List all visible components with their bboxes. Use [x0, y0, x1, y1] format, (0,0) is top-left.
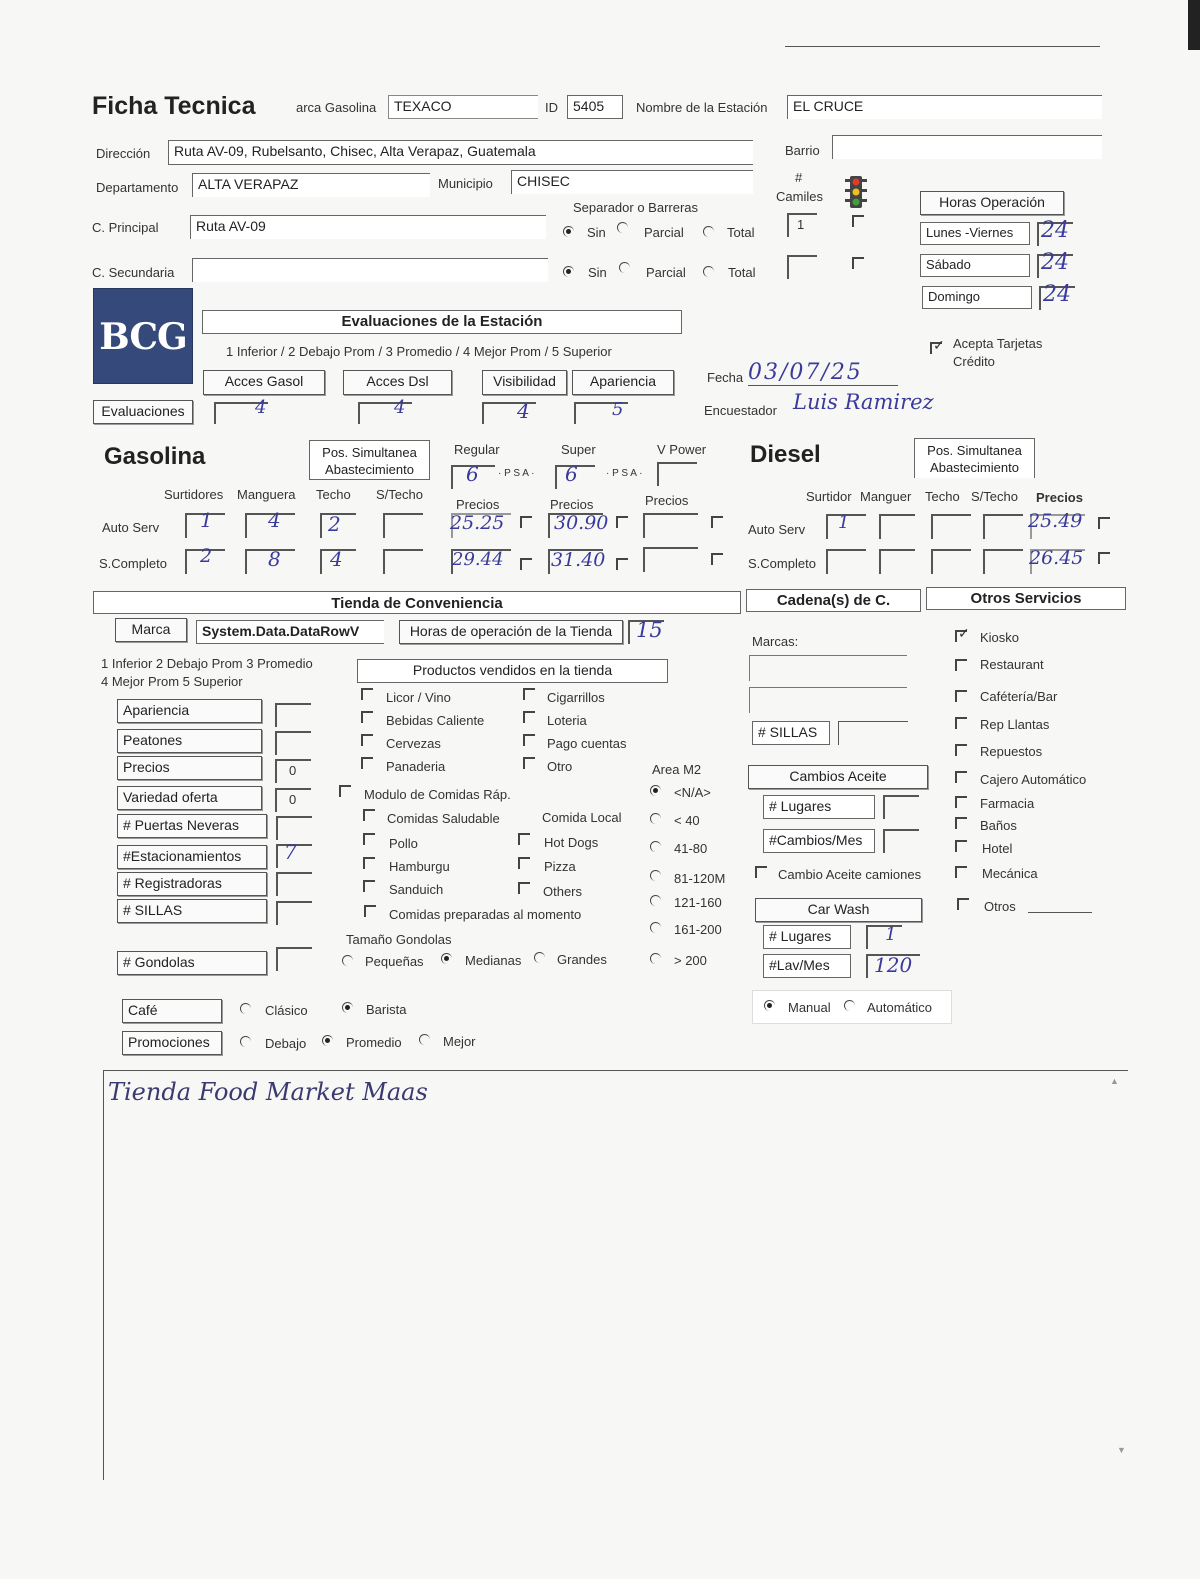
- gas-sc-techo-value: 4: [330, 547, 343, 571]
- pequenas-radio[interactable]: [342, 955, 353, 966]
- fecha-value: 03/07/25: [748, 360, 863, 385]
- medianas-label: Medianas: [465, 953, 522, 968]
- diesel-title: Diesel: [750, 441, 821, 468]
- banos-checkbox[interactable]: [955, 817, 967, 829]
- gas-as-stecho-field[interactable]: [383, 513, 423, 538]
- promociones-label: Promociones: [122, 1031, 222, 1055]
- regular-psa-label: · P S A ·: [498, 468, 535, 479]
- cigarrillos-label: Cigarrillos: [547, 690, 605, 705]
- area-40-radio[interactable]: [650, 813, 661, 824]
- lunes-label: Lunes -Viernes: [920, 222, 1030, 245]
- hotdogs-label: Hot Dogs: [544, 835, 599, 850]
- camiones-value: 1: [797, 217, 805, 232]
- departamento-label: Departamento: [96, 180, 179, 195]
- gas-as-super-value: 30.90: [554, 512, 609, 534]
- evaluaciones-title: Evaluaciones de la Estación: [202, 310, 682, 334]
- area-label: Area M2: [652, 762, 702, 777]
- diesel-as-precio-value: 25.49: [1028, 510, 1083, 532]
- preparadas-checkbox[interactable]: [364, 905, 376, 917]
- saludable-label: Comidas Saludable: [387, 811, 500, 826]
- sabado-value: 24: [1041, 250, 1069, 275]
- precios-regular-label: Precios: [456, 497, 500, 512]
- tienda-peatones-label: Peatones: [117, 729, 262, 753]
- mecanica-checkbox[interactable]: [955, 866, 967, 878]
- pago-checkbox[interactable]: [523, 734, 535, 746]
- tienda-estacionamientos-value: 7: [284, 840, 297, 864]
- gas-as-super-checkbox[interactable]: [616, 516, 628, 528]
- area-200-radio[interactable]: [650, 953, 661, 964]
- vpower-label: V Power: [657, 442, 707, 457]
- precios-super-label: Precios: [550, 497, 594, 512]
- barrio-label: Barrio: [785, 143, 820, 158]
- diesel-auto-serv-label: Auto Serv: [748, 522, 806, 537]
- sep1-total-label: Total: [727, 225, 755, 240]
- promo-promedio-label: Promedio: [346, 1035, 402, 1050]
- grandes-label: Grandes: [557, 952, 607, 967]
- tienda-gondolas-label: # Gondolas: [117, 951, 267, 975]
- repuestos-label: Repuestos: [980, 744, 1043, 759]
- cadena-sillas-label: # SILLAS: [752, 721, 830, 745]
- modulo-checkbox[interactable]: [339, 785, 351, 797]
- kiosko-checkbox[interactable]: [955, 630, 967, 642]
- cw-manual-label: Manual: [788, 1000, 831, 1015]
- bcg-logo: [93, 288, 193, 384]
- gas-sc-vpower-field[interactable]: [643, 547, 698, 572]
- gas-sc-mang-value: 8: [268, 547, 281, 571]
- cigarrillos-checkbox[interactable]: [523, 688, 535, 700]
- diesel-pos-simultanea: [914, 438, 1035, 478]
- carwash-title: Car Wash: [755, 898, 922, 922]
- cw-lugares-label: # Lugares: [763, 925, 851, 949]
- page-title: Ficha Tecnica: [92, 92, 256, 120]
- otro-checkbox[interactable]: [523, 757, 535, 769]
- area-161-radio[interactable]: [650, 922, 661, 933]
- productos-title: Productos vendidos en la tienda: [357, 659, 668, 683]
- modulo-label: Modulo de Comidas Ráp.: [364, 787, 511, 802]
- pequenas-label: Pequeñas: [365, 954, 424, 969]
- separador-label: Separador o Barreras: [573, 200, 699, 215]
- promo-mejor-label: Mejor: [443, 1034, 476, 1049]
- barrio-field[interactable]: [832, 135, 1102, 159]
- diesel-s-techo-label: S/Techo: [971, 489, 1018, 504]
- sep2-total-radio[interactable]: [703, 266, 714, 277]
- tienda-variedad-value: 0: [289, 792, 297, 807]
- gas-sc-vpower-checkbox[interactable]: [711, 553, 723, 565]
- marcas-label: Marcas:: [752, 634, 799, 649]
- promo-debajo-radio[interactable]: [240, 1036, 251, 1047]
- gasolina-pos-label: Pos. Simultanea: [322, 445, 417, 460]
- diesel-as-mang-field[interactable]: [879, 514, 915, 539]
- hotdogs-checkbox[interactable]: [518, 833, 530, 845]
- tienda-sillas-label: # SILLAS: [117, 899, 267, 923]
- area-121-radio[interactable]: [650, 895, 661, 906]
- cw-automatico-label: Automático: [867, 1000, 933, 1015]
- hotel-checkbox[interactable]: [955, 840, 967, 852]
- techo-label: Techo: [316, 487, 351, 502]
- otros-title: Otros Servicios: [926, 587, 1126, 610]
- bcg-logo-text: BCG: [99, 316, 187, 358]
- sanduich-label: Sanduich: [389, 882, 444, 897]
- area-161-label: 161-200: [674, 922, 722, 937]
- municipio-field[interactable]: CHISEC: [511, 170, 753, 194]
- tienda-scale-2: 4 Mejor Prom 5 Superior: [101, 674, 243, 689]
- credito-label: Crédito: [953, 354, 995, 369]
- medianas-radio[interactable]: [441, 953, 452, 964]
- tienda-title: Tienda de Conveniencia: [93, 591, 741, 614]
- diesel-as-checkbox[interactable]: [1098, 517, 1110, 529]
- cambios-aceite-title: Cambios Aceite: [748, 765, 928, 789]
- pollo-label: Pollo: [389, 836, 418, 851]
- c-secundaria-field[interactable]: [192, 258, 548, 282]
- precios-vpower-label: Precios: [645, 493, 689, 508]
- tienda-scale-1: 1 Inferior 2 Debajo Prom 3 Promedio: [101, 656, 313, 671]
- gas-as-mang-value: 4: [268, 508, 281, 532]
- diesel-as-techo-field[interactable]: [931, 514, 971, 539]
- cafeteria-label: Cafétería/Bar: [980, 689, 1058, 704]
- camiones-checkbox-1[interactable]: [852, 215, 864, 227]
- others-label: Others: [543, 884, 583, 899]
- acepta-tarjetas-label: Acepta Tarjetas: [953, 336, 1043, 351]
- cervezas-checkbox[interactable]: [361, 734, 373, 746]
- area-na-radio[interactable]: [650, 785, 661, 796]
- cw-automatico-radio[interactable]: [844, 1000, 855, 1011]
- grandes-radio[interactable]: [534, 952, 545, 963]
- acces-dsl-header: Acces Dsl: [343, 370, 452, 395]
- loteria-label: Loteria: [547, 713, 587, 728]
- bebidas-label: Bebidas Caliente: [386, 713, 485, 728]
- pizza-label: Pizza: [544, 859, 576, 874]
- super-psa-label: · P S A ·: [606, 468, 643, 479]
- diesel-sc-checkbox[interactable]: [1098, 552, 1110, 564]
- tienda-puertas-field[interactable]: [276, 816, 312, 840]
- otros-label: Otros: [984, 899, 1016, 914]
- regular-label: Regular: [454, 442, 500, 457]
- tienda-estacionamientos-label: #Estacionamientos: [117, 845, 267, 869]
- domingo-label: Domingo: [922, 286, 1032, 309]
- departamento-field[interactable]: ALTA VERAPAZ: [192, 173, 430, 197]
- barista-radio[interactable]: [342, 1002, 353, 1013]
- fecha-label: Fecha: [707, 370, 744, 385]
- licor-checkbox[interactable]: [361, 688, 373, 700]
- pago-label: Pago cuentas: [547, 736, 627, 751]
- camiones-label: Camiles: [776, 189, 823, 204]
- promo-mejor-radio[interactable]: [419, 1034, 430, 1045]
- nombre-field[interactable]: EL CRUCE: [787, 95, 1102, 119]
- vpower-psa-field[interactable]: [657, 462, 697, 486]
- licor-label: Licor / Vino: [386, 690, 451, 705]
- tienda-puertas-label: # Puertas Neveras: [117, 814, 267, 838]
- ca-camiones-checkbox[interactable]: [755, 866, 767, 878]
- direccion-label: Dirección: [96, 146, 151, 161]
- scroll-down-icon[interactable]: ▼: [1117, 1445, 1126, 1455]
- area-121-label: 121-160: [674, 895, 722, 910]
- encuestador-label: Encuestador: [704, 403, 777, 418]
- sep1-parcial-label: Parcial: [644, 225, 684, 240]
- marca-field[interactable]: TEXACO: [388, 95, 538, 119]
- restaurant-label: Restaurant: [980, 657, 1044, 672]
- notes-text[interactable]: Tienda Food Market Maas: [108, 1078, 428, 1106]
- ca-camiones-label: Cambio Aceite camiones: [778, 867, 922, 882]
- c-secundaria-label: C. Secundaria: [92, 265, 175, 280]
- super-label: Super: [561, 442, 596, 457]
- eval-apariencia-value: 5: [612, 399, 624, 420]
- cafeteria-checkbox[interactable]: [955, 690, 967, 702]
- others-checkbox[interactable]: [518, 882, 530, 894]
- domingo-value: 24: [1043, 282, 1071, 307]
- diesel-sc-techo-field[interactable]: [931, 549, 971, 574]
- fecha-underline: [748, 385, 898, 386]
- panaderia-checkbox[interactable]: [361, 757, 373, 769]
- ca-lugares-label: # Lugares: [763, 795, 875, 819]
- otros-underline: [1028, 912, 1092, 913]
- cw-lav-mes-value: 120: [874, 953, 913, 977]
- diesel-sc-stecho-field[interactable]: [983, 549, 1023, 574]
- area-na-label: <N/A>: [674, 785, 711, 800]
- id-field[interactable]: 5405: [567, 95, 623, 119]
- cw-lav-mes-label: #Lav/Mes: [763, 954, 851, 978]
- marcas-field-1[interactable]: [749, 655, 907, 681]
- ca-cambios-mes-field[interactable]: [883, 829, 919, 853]
- mecanica-label: Mecánica: [982, 866, 1038, 881]
- gas-sc-super-value: 31.40: [551, 549, 606, 571]
- sep2-total-label: Total: [728, 265, 756, 280]
- tienda-horas-label: Horas de operación de la Tienda: [399, 620, 623, 644]
- sep1-sin-label: Sin: [587, 225, 606, 240]
- preparadas-label: Comidas preparadas al momento: [389, 907, 582, 922]
- c-principal-field[interactable]: Ruta AV-09: [190, 215, 546, 239]
- c-principal-label: C. Principal: [92, 220, 159, 235]
- barista-label: Barista: [366, 1002, 407, 1017]
- marca-label: arca Gasolina: [296, 100, 377, 115]
- sanduich-checkbox[interactable]: [363, 880, 375, 892]
- diesel-sc-precio-value: 26.45: [1029, 547, 1084, 569]
- cw-lugares-value: 1: [885, 924, 897, 945]
- cw-manual-radio[interactable]: [764, 1000, 775, 1011]
- horas-operacion-title: Horas Operación: [920, 191, 1064, 215]
- gas-sc-surt-value: 2: [200, 545, 213, 567]
- ca-cambios-mes-label: #Cambios/Mes: [763, 829, 875, 853]
- gas-as-vpower-checkbox[interactable]: [711, 516, 723, 528]
- tienda-peatones-field[interactable]: [275, 731, 311, 755]
- sep1-sin-radio[interactable]: [563, 226, 574, 237]
- farmacia-checkbox[interactable]: [955, 796, 967, 808]
- diesel-surtidor-label: Surtidor: [806, 489, 852, 504]
- gasolina-pos-simultanea: [309, 440, 430, 480]
- repuestos-checkbox[interactable]: [955, 744, 967, 756]
- panaderia-label: Panaderia: [386, 759, 446, 774]
- farmacia-label: Farmacia: [980, 796, 1035, 811]
- scroll-up-icon[interactable]: ▲: [1110, 1076, 1119, 1086]
- diesel-as-stecho-field[interactable]: [983, 514, 1023, 539]
- gas-as-regular-checkbox[interactable]: [520, 516, 532, 528]
- gas-as-vpower-field[interactable]: [643, 513, 698, 538]
- diesel-pos-label: Pos. Simultanea: [927, 443, 1022, 458]
- cajero-label: Cajero Automático: [980, 772, 1087, 787]
- restaurant-checkbox[interactable]: [955, 659, 967, 671]
- apariencia-header: Apariencia: [572, 370, 674, 395]
- evaluaciones-scale: 1 Inferior / 2 Debajo Prom / 3 Promedio / 4 Mejor Prom / 5 Superior: [226, 344, 612, 359]
- evaluaciones-label: Evaluaciones: [93, 400, 193, 424]
- tienda-gondolas-field[interactable]: [276, 947, 312, 971]
- tienda-marca-label: Marca: [115, 618, 187, 642]
- camiones-checkbox-2[interactable]: [852, 257, 864, 269]
- visibilidad-header: Visibilidad: [482, 370, 567, 395]
- municipio-label: Municipio: [438, 176, 493, 191]
- gas-sc-regular-value: 29.44: [452, 549, 504, 570]
- pizza-checkbox[interactable]: [518, 857, 530, 869]
- bebidas-checkbox[interactable]: [361, 711, 373, 723]
- area-41-label: 41-80: [674, 841, 708, 856]
- gas-as-surt-value: 1: [200, 508, 213, 532]
- gas-sc-stecho-field[interactable]: [383, 549, 423, 574]
- id-label: ID: [545, 100, 558, 115]
- rep-llantas-checkbox[interactable]: [955, 717, 967, 729]
- saludable-checkbox[interactable]: [363, 809, 375, 821]
- diesel-techo-label: Techo: [925, 489, 960, 504]
- s-techo-label: S/Techo: [376, 487, 423, 502]
- pollo-checkbox[interactable]: [363, 833, 375, 845]
- direccion-field[interactable]: Ruta AV-09, Rubelsanto, Chisec, Alta Verapaz, Guatemala: [168, 140, 753, 165]
- diesel-precios-label: Precios: [1036, 490, 1083, 505]
- loteria-checkbox[interactable]: [523, 711, 535, 723]
- lunes-value: 24: [1041, 218, 1069, 243]
- acepta-tarjetas-checkbox[interactable]: [930, 342, 942, 354]
- area-40-label: < 40: [674, 813, 700, 828]
- sabado-label: Sábado: [920, 254, 1030, 277]
- gas-auto-serv-label: Auto Serv: [102, 520, 160, 535]
- sep2-sin-label: Sin: [588, 265, 607, 280]
- cw-lugares-field[interactable]: [866, 925, 902, 949]
- traffic-light-icon: [843, 175, 869, 209]
- rep-llantas-label: Rep Llantas: [980, 717, 1050, 732]
- cafe-label: Café: [122, 999, 222, 1023]
- tienda-precios-label: Precios: [117, 756, 262, 780]
- gas-as-regular-value: 25.25: [450, 512, 505, 534]
- nombre-label: Nombre de la Estación: [636, 100, 768, 115]
- tienda-marca-field[interactable]: System.Data.DataRowV: [196, 620, 384, 644]
- clasico-radio[interactable]: [240, 1003, 251, 1014]
- top-rule: [785, 46, 1100, 47]
- super-psa-value: 6: [565, 462, 578, 486]
- clasico-label: Clásico: [265, 1003, 308, 1018]
- tienda-apariencia-label: Apariencia: [117, 699, 262, 723]
- tienda-precios-value: 0: [289, 763, 297, 778]
- area-81-radio[interactable]: [650, 870, 661, 881]
- sep2-parcial-radio[interactable]: [619, 262, 630, 273]
- regular-psa-value: 6: [466, 462, 479, 486]
- eval-acces-dsl-value: 4: [394, 397, 406, 418]
- sep2-sin-radio[interactable]: [563, 266, 574, 277]
- manguera-label: Manguera: [237, 487, 296, 502]
- sep2-parcial-label: Parcial: [646, 265, 686, 280]
- cervezas-label: Cervezas: [386, 736, 441, 751]
- eval-visibilidad-value: 4: [517, 399, 530, 423]
- sep1-total-radio[interactable]: [703, 226, 714, 237]
- diesel-sc-mang-field[interactable]: [879, 549, 915, 574]
- gasolina-abast-label: Abastecimiento: [325, 462, 414, 477]
- diesel-s-completo-label: S.Completo: [748, 556, 816, 571]
- local-label: Comida Local: [542, 810, 622, 825]
- scan-edge: [1188, 0, 1200, 50]
- hamburgu-checkbox[interactable]: [363, 857, 375, 869]
- gas-sc-super-checkbox[interactable]: [616, 558, 628, 570]
- notes-left-border: [103, 1070, 104, 1480]
- otro-label: Otro: [547, 759, 573, 774]
- hamburgu-label: Hamburgu: [389, 859, 450, 874]
- camiones-hash: #: [795, 170, 803, 185]
- tienda-sillas-field[interactable]: [276, 901, 312, 925]
- tamano-label: Tamaño Gondolas: [346, 932, 452, 947]
- gasolina-title: Gasolina: [104, 443, 206, 470]
- tienda-horas-value: 15: [636, 618, 663, 642]
- encuestador-value: Luis Ramirez: [793, 390, 934, 414]
- diesel-sc-surt-field[interactable]: [826, 549, 866, 574]
- promo-debajo-label: Debajo: [265, 1036, 307, 1051]
- eval-acces-gasol-value: 4: [255, 397, 267, 418]
- diesel-manguer-label: Manguer: [860, 489, 912, 504]
- area-41-radio[interactable]: [650, 841, 661, 852]
- camiones-field-2[interactable]: [787, 255, 817, 279]
- gas-as-techo-value: 2: [328, 512, 341, 536]
- cadena-title: Cadena(s) de C.: [746, 589, 921, 612]
- sep1-parcial-radio[interactable]: [617, 222, 628, 233]
- gas-sc-regular-checkbox[interactable]: [520, 558, 532, 570]
- surtidores-label: Surtidores: [164, 487, 224, 502]
- ca-lugares-field[interactable]: [883, 795, 919, 819]
- marcas-field-2[interactable]: [749, 687, 907, 713]
- promo-promedio-radio[interactable]: [322, 1035, 333, 1046]
- cadena-sillas-field[interactable]: [838, 721, 908, 745]
- diesel-abast-label: Abastecimiento: [930, 460, 1019, 475]
- hotel-label: Hotel: [982, 841, 1013, 856]
- tienda-variedad-label: Variedad oferta: [117, 786, 262, 810]
- cajero-checkbox[interactable]: [955, 771, 967, 783]
- notes-top-border: [103, 1070, 1128, 1071]
- area-200-label: > 200: [674, 953, 707, 968]
- banos-label: Baños: [980, 818, 1017, 833]
- tienda-apariencia-field[interactable]: [275, 703, 311, 727]
- diesel-as-surt-value: 1: [838, 512, 850, 533]
- tienda-registradoras-label: # Registradoras: [117, 872, 267, 896]
- tienda-registradoras-field[interactable]: [276, 872, 312, 896]
- otros-checkbox[interactable]: [957, 898, 969, 910]
- area-81-label: 81-120M: [674, 871, 726, 886]
- acces-gasol-header: Acces Gasol: [203, 370, 325, 395]
- gas-s-completo-label: S.Completo: [99, 556, 167, 571]
- kiosko-label: Kiosko: [980, 630, 1020, 645]
